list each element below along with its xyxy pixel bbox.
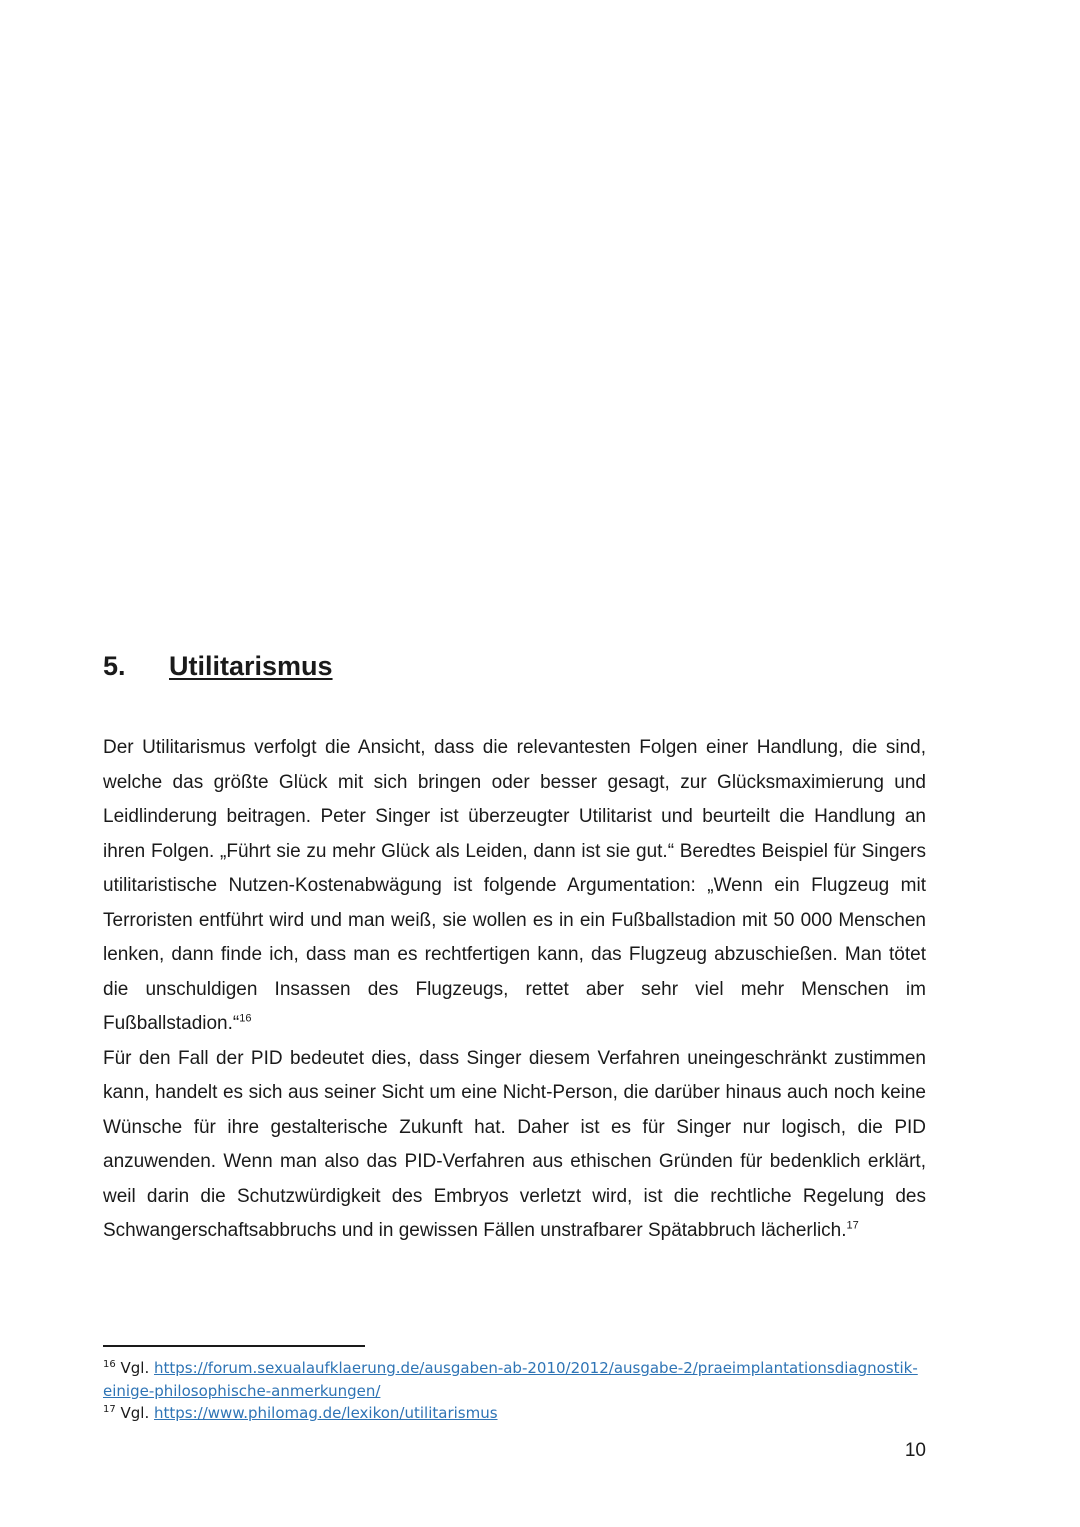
footnote (103, 1357, 933, 1402)
footnote-link[interactable]: https://forum.sexualaufklaerung.de/ausgaben-ab-2010/2012/ausgabe-2/praeimplantationsdiagnostik-einige-philosophische-anmerkungen/ (103, 1359, 918, 1400)
footnote-separator (103, 1345, 365, 1347)
paragraph-text: Der Utilitarismus verfolgt die Ansicht, dass die relevantesten Folgen einer Handlung, die sind, welche das größte Glück mit sich bringen oder besser gesagt, zur Glücksmaximierung und Leidlinderung beitragen. Peter Singer ist überzeugter Utilitarist und beurteilt die Handlung an ihren Folgen. „Führt sie zu mehr Glück als Leiden, dann ist sie gut.“ Beredtes Beispiel für Singers utilitaristische Nutzen-Kostenabwägung ist folgende Argumentation: „Wenn ein Flugzeug mit Terroristen entführt wird und man weiß, sie wollen es in ein Fußballstadion mit 50 000 Menschen lenken, dann finde ich, dass man es rechtfertigen kann, das Flugzeug abzuschießen. Man tötet die unschuldigen Insassen des Flugzeugs, rettet aber sehr viel mehr Menschen im Fußballstadion.“ (103, 737, 926, 1034)
footnote-number: 17 (103, 1404, 116, 1415)
section-title: Utilitarismus (169, 651, 333, 681)
paragraph (103, 1042, 926, 1249)
footnote-prefix: Vgl. (120, 1359, 150, 1377)
footnote-ref[interactable]: 17 (846, 1219, 859, 1232)
page-number: 10 (904, 1440, 926, 1461)
footnote-prefix: Vgl. (120, 1404, 150, 1422)
section-number: 5. (103, 651, 126, 681)
footnotes (103, 1357, 933, 1425)
footnote-link[interactable]: https://www.philomag.de/lexikon/utilitarismus (154, 1404, 498, 1422)
body-text (103, 731, 926, 1249)
paragraph-text: Für den Fall der PID bedeutet dies, dass Singer diesem Verfahren uneingeschränkt zustimmen kann, handelt es sich aus seiner Sicht um eine Nicht-Person, die darüber hinaus auch noch keine Wünsche für ihre gestalterische Zukunft hat. Daher ist es für Singer nur logisch, die PID anzuwenden. Wenn man also das PID-Verfahren aus ethischen Gründen für bedenklich erklärt, weil darin die Schutzwürdigkeit des Embryos verletzt wird, ist die rechtliche Regelung des Schwangerschaftsabbruchs und in gewissen Fällen unstrafbarer Spätabbruch lächerlich. (103, 1047, 926, 1241)
section-heading (103, 651, 333, 682)
footnote (103, 1402, 933, 1425)
footnote-number: 16 (103, 1359, 116, 1370)
footnote-ref[interactable]: 16 (239, 1012, 252, 1025)
paragraph (103, 731, 926, 1042)
